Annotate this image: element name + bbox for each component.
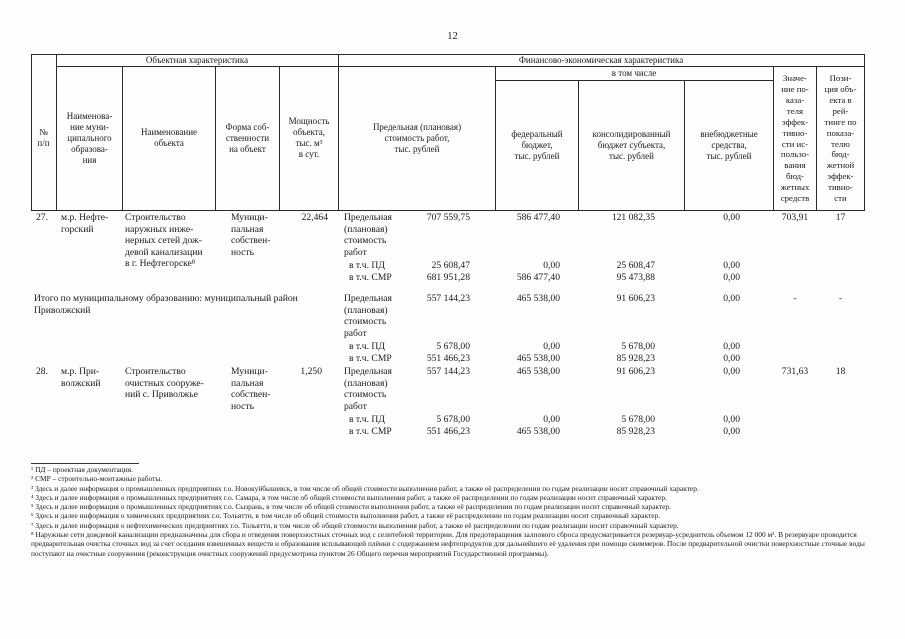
row-federal: 586 477,40 xyxy=(516,212,560,223)
subtotal-extra: 0,00 xyxy=(723,293,740,304)
row-extra-smr: 0,00 xyxy=(723,272,740,283)
row-extra: 0,00 xyxy=(723,366,740,377)
footnote: ² СМР – строительно-монтажные работы. xyxy=(31,474,163,484)
footnotes xyxy=(31,465,876,558)
footnote: ³ Здесь и далее информация о промышленных предприятиях г.о. Новокуйбышевск, в том числе об общей стоимости выполнения работ, а также её распределении по годам реализации носит справочный характер. xyxy=(31,483,699,493)
row-federal-pd: 0,00 xyxy=(543,260,560,271)
row-position: 17 xyxy=(835,212,846,223)
subtotal-consolidated-smr: 85 928,23 xyxy=(616,353,655,364)
row-federal-smr: 586 477,40 xyxy=(516,272,560,283)
row-federal-pd: 0,00 xyxy=(543,414,560,425)
row-consolidated: 91 606,23 xyxy=(616,366,655,377)
col-capacity-header: Мощность объекта, тыс. м³ в сут. xyxy=(288,116,330,159)
row-object-name: Строительство очистных сооруже- ний с. Приволжье xyxy=(125,366,204,400)
col-number-header: № п/п xyxy=(37,127,50,148)
group-object-header: Объектная характеристика xyxy=(145,55,249,65)
row-efficiency: 731,63 xyxy=(781,366,809,377)
subtotal-limit-label: Предельная (плановая) стоимость работ xyxy=(344,293,392,339)
row-total-smr: 681 951,28 xyxy=(426,272,470,283)
col-ownership-header: Форма соб- ственности на объект xyxy=(225,121,270,154)
row-consolidated-smr: 85 928,23 xyxy=(616,426,655,437)
subtotal-total: 557 144,23 xyxy=(426,293,470,304)
row-consolidated-smr: 95 473,88 xyxy=(616,272,655,283)
row-ownership: Муници- пальная собствен- ность xyxy=(231,366,271,412)
col-efficiency-header: Значе- ние по- каза- теля эффек- тивно- сти ис- пользо- вания бюд- жетных средств xyxy=(780,73,810,204)
subtotal-federal-smr: 465 538,00 xyxy=(516,353,560,364)
subtotal-smr-label: в т.ч. СМР xyxy=(349,353,392,364)
subtotal-extra-pd: 0,00 xyxy=(723,341,740,352)
row-pd-label: в т.ч. ПД xyxy=(349,260,385,271)
row-municipality: м.р. При- волжский xyxy=(61,366,101,389)
footnote: ⁶ Здесь и далее информация о химических предприятиях г.о. Тольятти, в том числе об общей стоимости выполнения работ, а также её распределении по годам реализации носит справочный характер. xyxy=(31,511,661,521)
row-limit-label: Предельная (плановая) стоимость работ xyxy=(344,366,392,412)
row-total-smr: 551 466,23 xyxy=(426,426,470,437)
row-extra-pd: 0,00 xyxy=(723,260,740,271)
row-municipality: м.р. Нефте- горский xyxy=(61,212,109,235)
row-total: 707 559,75 xyxy=(426,212,470,223)
row-total: 557 144,23 xyxy=(426,366,470,377)
subtotal-position: - xyxy=(838,293,843,304)
col-object-name-header: Наименование объекта xyxy=(140,127,198,148)
footnote: ⁸ Наружные сети дождевой канализации предназначены для сбора и отведения поверхностных сточных вод с селитебной территории. Для предотвращения залпового сброса предусматривается резервуар-усреднитель объемом 12 000 м³. В резервуаре проводится предварительная очистка сточных вод за счет оседания взвешенных веществ и образования всплывающей плёнки с содержанием нефтепродуктов для дальнейшего её удаления при помощи скиммеров. После предварительной очистки поверхностные сточные воды поступают на очистные сооружения (реконструкция очистных сооружений предусмотрена пунктом 26 Общего перечня мероприятий Государственной программы). xyxy=(31,530,865,558)
subgroup-including-header: в том числе xyxy=(611,68,657,78)
row-total-pd: 25 608,47 xyxy=(431,260,470,271)
subtotal-consolidated-pd: 5 678,00 xyxy=(621,341,655,352)
row-consolidated: 121 082,35 xyxy=(611,212,655,223)
row-total-pd: 5 678,00 xyxy=(436,414,470,425)
row-object-name: Строительство наружных инже- нерных сетей дож- девой канализации в г. Нефтегорске⁸ xyxy=(125,212,203,269)
footnote: ¹ ПД – проектная документация. xyxy=(31,465,133,474)
row-federal-smr: 465 538,00 xyxy=(516,426,560,437)
footnote: ⁴ Здесь и далее информация о промышленных предприятиях г.о. Самара, в том числе об общей стоимости выполнения работ, а также её распределении по годам реализации носит справочный характер. xyxy=(31,492,667,502)
row-extra-pd: 0,00 xyxy=(723,414,740,425)
col-municipality-header: Наименова- ние муни- ципального образова- ния xyxy=(66,110,113,165)
subtotal-federal-pd: 0,00 xyxy=(543,341,560,352)
col-limit-cost-header: Предельная (плановая) стоимость работ, тыс. рублей xyxy=(372,121,462,154)
subtotal-total-smr: 551 466,23 xyxy=(426,353,470,364)
footnote: ⁷ Здесь и далее информация о нефтехимических предприятиях г.о. Тольятти, в том числе об общей стоимости выполнения работ, а также её распределении по годам реализации носит справочный характер. xyxy=(31,520,679,530)
footnote: ⁵ Здесь и далее информация о промышленных предприятиях г.о. Сызрань, в том числе об общей стоимости выполнения работ, а также её распределении по годам реализации носит справочный характер. xyxy=(31,502,671,512)
row-capacity: 1,250 xyxy=(300,366,322,377)
footnote-divider xyxy=(31,463,139,464)
col-position-header: Пози- ция объ- екта в рей- тинге по показа- телю бюд- жетной эффек- тивно- сти xyxy=(824,73,857,204)
row-consolidated-pd: 25 608,47 xyxy=(616,260,655,271)
row-limit-label: Предельная (плановая) стоимость работ xyxy=(344,212,392,258)
row-position: 18 xyxy=(835,366,846,377)
row-capacity: 22,464 xyxy=(301,212,328,223)
row-consolidated-pd: 5 678,00 xyxy=(621,414,655,425)
subtotal-extra-smr: 0,00 xyxy=(723,353,740,364)
page-number: 12 xyxy=(447,31,458,42)
row-extra-smr: 0,00 xyxy=(723,426,740,437)
subtotal-title: Итого по муниципальному образованию: муниципальный район Приволжский xyxy=(34,293,298,316)
subtotal-efficiency: - xyxy=(793,293,797,304)
group-finance-header: Финансово-экономическая характеристика xyxy=(518,55,684,65)
row-federal: 465 538,00 xyxy=(516,366,560,377)
row-efficiency: 703,91 xyxy=(781,212,809,223)
row-pd-label: в т.ч. ПД xyxy=(349,414,385,425)
row-smr-label: в т.ч. СМР xyxy=(349,426,392,437)
row-extra: 0,00 xyxy=(723,212,740,223)
col-consolidated-header: консолидированный бюджет субъекта, тыс. рублей xyxy=(592,128,671,161)
row-number: 27. xyxy=(36,212,48,223)
col-extra-header: внебюджетные средства, тыс. рублей xyxy=(700,128,758,161)
row-number: 28. xyxy=(36,366,48,377)
row-ownership: Муници- пальная собствен- ность xyxy=(231,212,271,258)
subtotal-federal: 465 538,00 xyxy=(516,293,560,304)
subtotal-total-pd: 5 678,00 xyxy=(436,341,470,352)
col-federal-header: федеральный бюджет, тыс. рублей xyxy=(511,128,563,161)
row-smr-label: в т.ч. СМР xyxy=(349,272,392,283)
subtotal-consolidated: 91 606,23 xyxy=(616,293,655,304)
subtotal-pd-label: в т.ч. ПД xyxy=(349,341,385,352)
